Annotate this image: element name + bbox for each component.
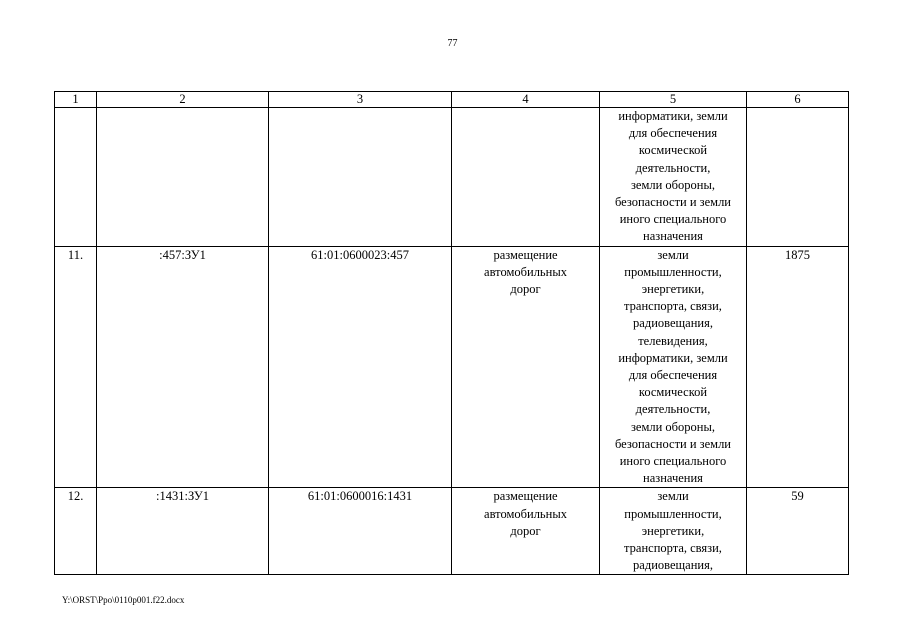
land-category-cell-line: земли	[657, 247, 689, 262]
land-category-cell-line: безопасности и земли	[614, 195, 731, 210]
land-category-cell-line: телевидения,	[638, 333, 708, 348]
land-category-cell-line: иного специального	[619, 454, 727, 469]
land-plots-table	[54, 91, 849, 575]
area-cell	[747, 108, 849, 247]
land-category-cell-line: промышленности,	[624, 506, 722, 521]
table-row	[55, 246, 849, 488]
land-category-cell-line: назначения	[643, 229, 703, 244]
land-category-cell-line: иного специального	[619, 212, 727, 227]
row-number-cell: 11.	[55, 246, 97, 488]
land-category-cell-line: назначения	[643, 471, 703, 486]
header-col-1: 1	[55, 92, 97, 108]
header-col-2: 2	[97, 92, 269, 108]
row-number-cell: 12.	[55, 488, 97, 575]
land-category-cell-line: для обеспечения	[628, 126, 718, 141]
land-category-cell-line: космической	[638, 385, 708, 400]
land-category-cell-line: деятельности,	[635, 402, 711, 417]
land-category-cell	[600, 246, 747, 488]
cadastral-number-cell: 61:01:0600016:1431	[269, 488, 452, 575]
land-category-cell-line: информатики, земли	[618, 109, 728, 123]
land-category-cell-line: деятельности,	[635, 160, 711, 175]
zu-designation-cell: :1431:ЗУ1	[97, 488, 269, 575]
header-col-3: 3	[269, 92, 452, 108]
header-col-5: 5	[600, 92, 747, 108]
land-category-cell-line: земли	[657, 489, 689, 504]
land-category-cell	[600, 488, 747, 575]
land-category-cell-line: земли обороны,	[630, 177, 716, 192]
footer-file-path: Y:\ORST\Ppo\0110p001.f22.docx	[62, 595, 185, 605]
permitted-use-cell-line: дорог	[510, 523, 541, 538]
land-category-cell-line: радиовещания,	[633, 316, 713, 331]
land-category-cell	[600, 108, 747, 247]
land-category-cell-line: радиовещания,	[633, 558, 713, 573]
land-category-cell-line: для обеспечения	[628, 368, 718, 383]
land-category-cell-line: энергетики,	[641, 523, 705, 538]
permitted-use-cell	[452, 488, 600, 575]
land-category-cell-line: космической	[638, 143, 708, 158]
header-row	[55, 92, 849, 108]
cadastral-number-cell	[269, 108, 452, 247]
land-category-cell-line: энергетики,	[641, 282, 705, 297]
permitted-use-cell-line: дорог	[510, 282, 541, 297]
area-cell: 59	[747, 488, 849, 575]
permitted-use-cell	[452, 108, 600, 247]
permitted-use-cell-line: автомобильных	[484, 506, 567, 521]
permitted-use-cell-line: размещение	[493, 247, 558, 262]
land-category-cell-line: транспорта, связи,	[624, 541, 722, 556]
area-cell: 1875	[747, 246, 849, 488]
table-row	[55, 108, 849, 247]
cadastral-number-cell: 61:01:0600023:457	[269, 246, 452, 488]
header-col-4: 4	[452, 92, 600, 108]
permitted-use-cell	[452, 246, 600, 488]
zu-designation-cell: :457:ЗУ1	[97, 246, 269, 488]
land-category-cell-line: промышленности,	[624, 264, 722, 279]
permitted-use-cell-line: автомобильных	[484, 264, 567, 279]
land-category-cell-line: информатики, земли	[618, 350, 728, 365]
permitted-use-cell-line: размещение	[493, 489, 558, 504]
table-row	[55, 488, 849, 575]
page-number: 77	[447, 38, 458, 49]
row-number-cell	[55, 108, 97, 247]
zu-designation-cell	[97, 108, 269, 247]
land-category-cell-line: транспорта, связи,	[624, 299, 722, 314]
land-category-cell-line: земли обороны,	[630, 419, 716, 434]
header-col-6: 6	[747, 92, 849, 108]
land-category-cell-line: безопасности и земли	[614, 436, 731, 451]
